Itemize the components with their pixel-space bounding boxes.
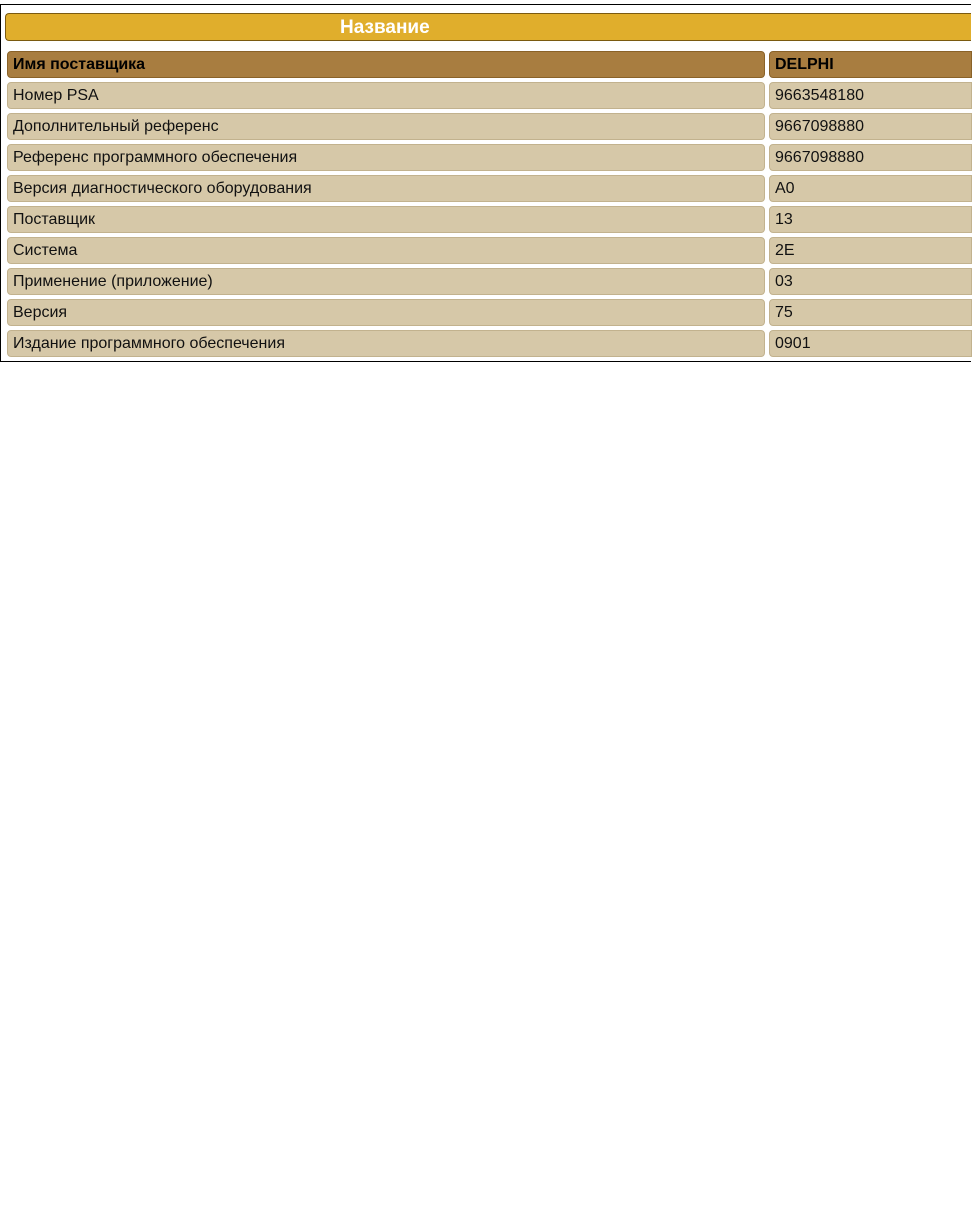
row-label: Издание программного обеспечения	[7, 330, 765, 357]
table-row	[7, 330, 972, 357]
row-label: Референс программного обеспечения	[7, 144, 765, 171]
row-value: 13	[769, 206, 972, 233]
row-value: 2E	[769, 237, 972, 264]
row-value: 75	[769, 299, 972, 326]
row-label: Поставщик	[7, 206, 765, 233]
row-label: Версия	[7, 299, 765, 326]
row-value: 0901	[769, 330, 972, 357]
table-row	[7, 113, 972, 140]
header-label-cell: Имя поставщика	[7, 51, 765, 78]
row-label: Применение (приложение)	[7, 268, 765, 295]
table-row	[7, 82, 972, 109]
row-value: 03	[769, 268, 972, 295]
row-value: A0	[769, 175, 972, 202]
table-row	[7, 175, 972, 202]
row-label: Система	[7, 237, 765, 264]
table-row	[7, 268, 972, 295]
row-label: Версия диагностического оборудования	[7, 175, 765, 202]
row-label: Дополнительный референс	[7, 113, 765, 140]
table-row	[7, 144, 972, 171]
row-value: 9667098880	[769, 113, 972, 140]
header-value-cell: DELPHI	[769, 51, 972, 78]
table-title-bar	[5, 13, 971, 41]
row-value: 9667098880	[769, 144, 972, 171]
table-row	[7, 299, 972, 326]
table-title: Название	[340, 17, 430, 38]
row-label: Номер PSA	[7, 82, 765, 109]
row-value: 9663548180	[769, 82, 972, 109]
table-header-row	[7, 51, 972, 78]
table-row	[7, 237, 972, 264]
table-row	[7, 206, 972, 233]
